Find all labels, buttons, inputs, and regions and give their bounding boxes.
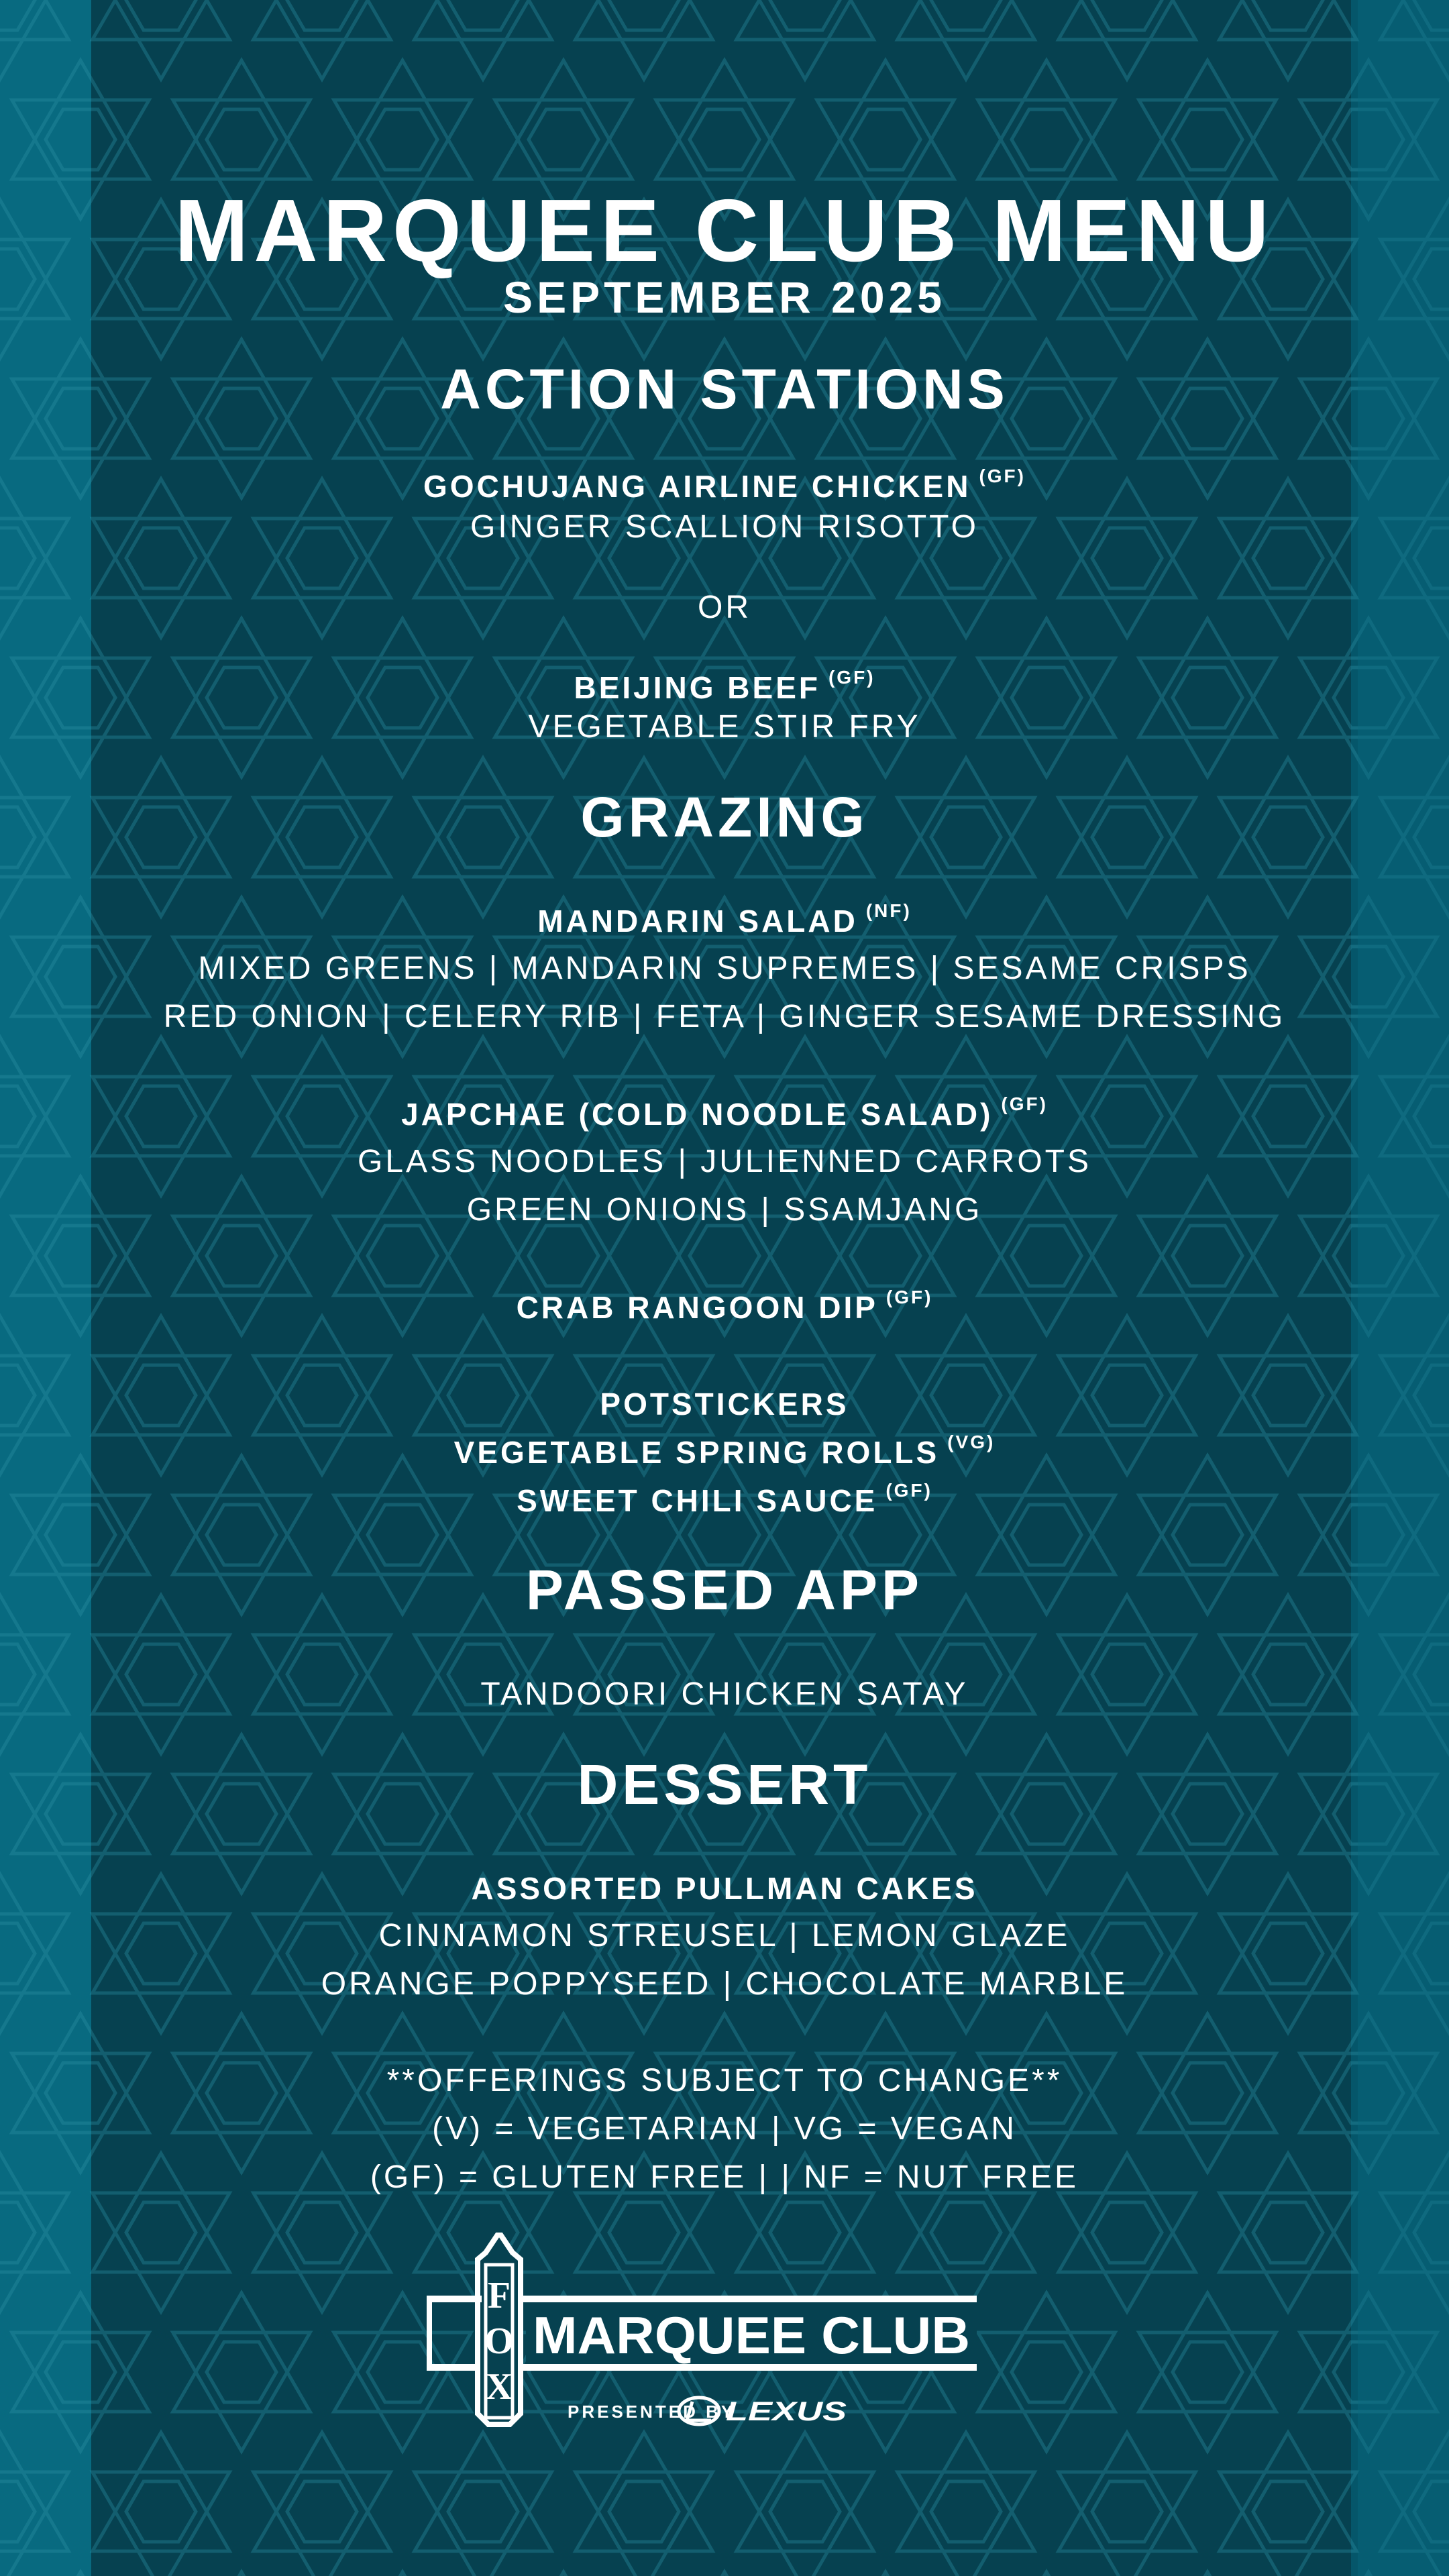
note-offerings-subject-to-change: **OFFERINGS SUBJECT TO CHANGE** xyxy=(386,2063,1063,2098)
menu-item-beijing-beef xyxy=(0,667,1449,705)
item-name: CRAB RANGOON DIP xyxy=(516,1290,878,1325)
item-name: SWEET CHILI SAUCE xyxy=(517,1483,878,1518)
item-description: MIXED GREENS | MANDARIN SUPREMES | SESAME CRISPS xyxy=(198,951,1251,986)
dietary-tag: (GF) xyxy=(828,667,875,688)
note-gluten-nut-free-key: (GF) = GLUTEN FREE | | NF = NUT FREE xyxy=(370,2159,1079,2195)
item-name: MANDARIN SALAD xyxy=(537,904,858,938)
dietary-tag: (VG) xyxy=(947,1432,996,1452)
menu-item-gochujang-chicken xyxy=(0,466,1449,504)
item-description: GREEN ONIONS | SSAMJANG xyxy=(466,1192,983,1228)
menu-item-mandarin-salad xyxy=(0,900,1449,938)
marquee-club-logo xyxy=(427,2233,977,2434)
dietary-tag: (GF) xyxy=(979,466,1026,486)
section-heading-passed-app: PASSED APP xyxy=(525,1558,924,1621)
dietary-tag: (GF) xyxy=(1001,1093,1048,1114)
section-heading-action-stations: ACTION STATIONS xyxy=(440,358,1009,421)
item-description: RED ONION | CELERY RIB | FETA | GINGER SESAME DRESSING xyxy=(163,999,1286,1034)
logo-sponsor: LEXUS xyxy=(726,2397,847,2426)
menu-item-pullman-cakes: ASSORTED PULLMAN CAKES xyxy=(471,1871,978,1906)
fox-letter-x: X xyxy=(485,2366,513,2408)
fox-marquee-sign xyxy=(478,2233,521,2424)
item-name: POTSTICKERS xyxy=(600,1387,849,1421)
item-name: GOCHUJANG AIRLINE CHICKEN xyxy=(423,469,971,504)
item-name: JAPCHAE (COLD NOODLE SALAD) xyxy=(401,1097,994,1132)
logo-club-name: MARQUEE CLUB xyxy=(533,2306,970,2365)
item-description: CINNAMON STREUSEL | LEMON GLAZE xyxy=(378,1918,1071,1953)
item-name: VEGETABLE SPRING ROLLS xyxy=(453,1435,940,1470)
menu-subtitle: SEPTEMBER 2025 xyxy=(503,272,946,322)
dietary-tag: (GF) xyxy=(885,1480,932,1501)
fox-letter-o: O xyxy=(484,2320,514,2362)
fox-letter-f: F xyxy=(487,2275,511,2316)
dietary-tag: (NF) xyxy=(865,900,912,921)
or-separator: OR xyxy=(698,590,751,625)
dietary-tag: (GF) xyxy=(885,1287,933,1307)
item-description: GINGER SCALLION RISOTTO xyxy=(470,509,979,545)
menu-item-spring-rolls xyxy=(0,1432,1449,1470)
item-description: ORANGE POPPYSEED | CHOCOLATE MARBLE xyxy=(321,1966,1128,2002)
menu-item-potstickers xyxy=(0,1389,1449,1419)
menu-title: MARQUEE CLUB MENU xyxy=(174,181,1275,280)
menu-item-japchae xyxy=(0,1093,1449,1132)
item-description: GLASS NOODLES | JULIENNED CARROTS xyxy=(357,1144,1091,1179)
logo-presented-by: PRESENTED BY xyxy=(568,2402,736,2422)
item-description: VEGETABLE STIR FRY xyxy=(528,709,921,745)
menu-item-sweet-chili-sauce xyxy=(0,1480,1449,1518)
section-heading-grazing: GRAZING xyxy=(580,786,869,849)
note-vegetarian-vegan-key: (V) = VEGETARIAN | VG = VEGAN xyxy=(432,2111,1017,2147)
section-heading-dessert: DESSERT xyxy=(577,1753,872,1816)
menu-item-crab-rangoon-dip xyxy=(0,1287,1449,1325)
item-name: BEIJING BEEF xyxy=(574,670,820,705)
menu-item-tandoori-chicken-satay: TANDOORI CHICKEN SATAY xyxy=(480,1676,969,1712)
